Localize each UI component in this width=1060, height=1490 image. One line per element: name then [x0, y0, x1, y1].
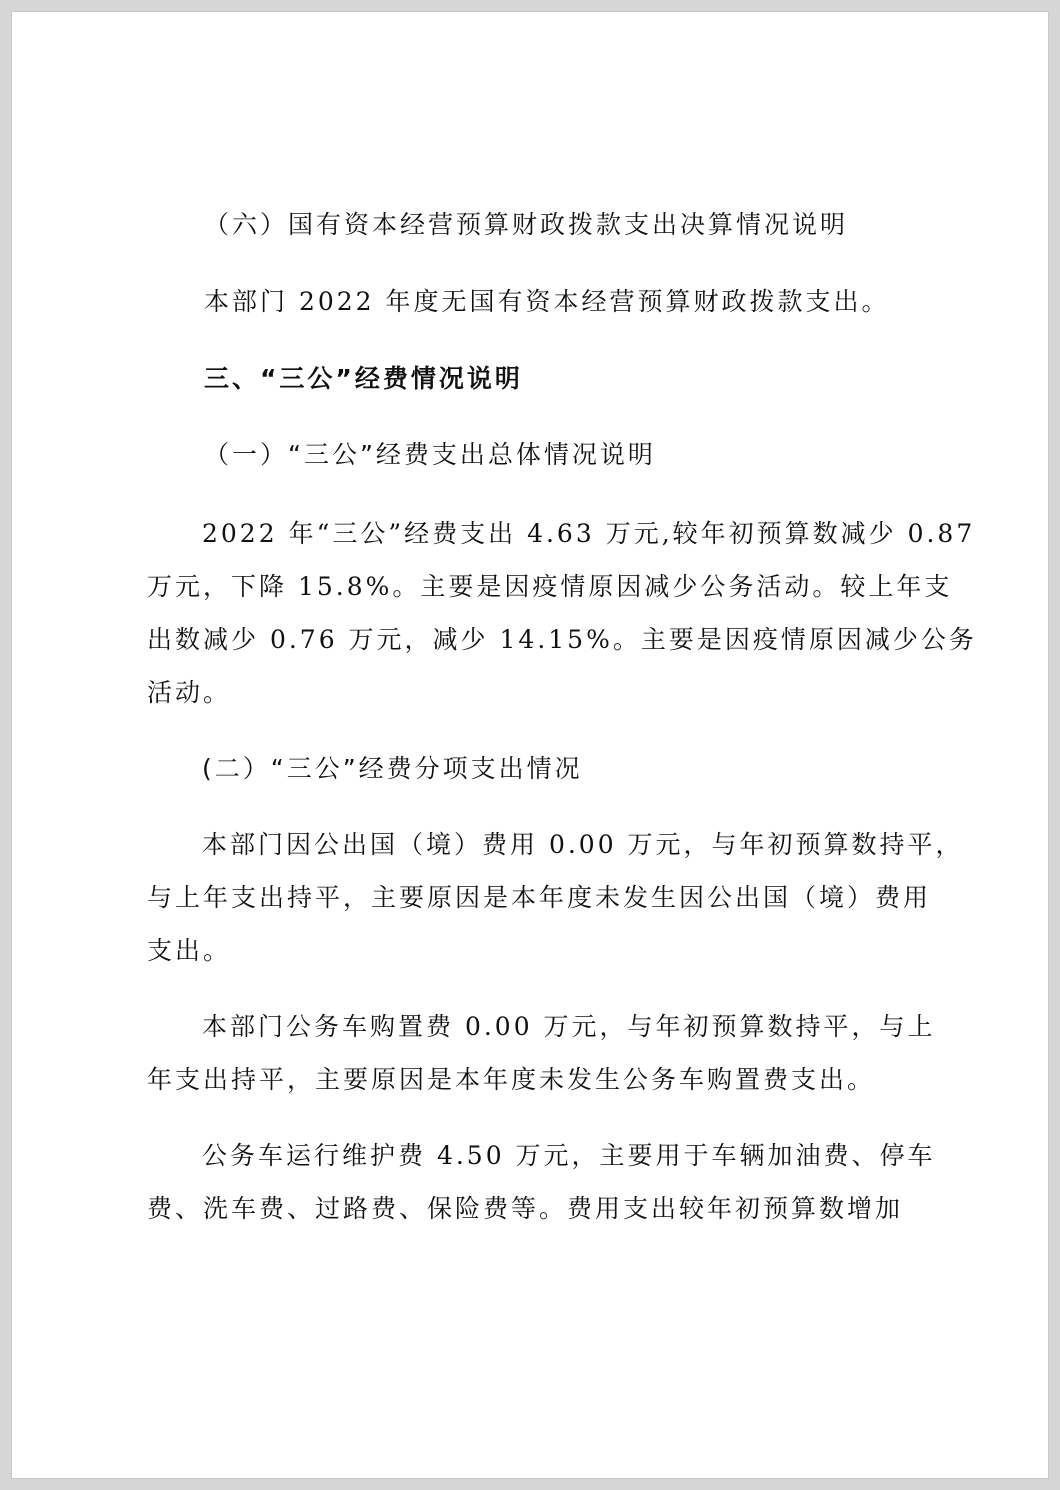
subsection-heading-2: (二）“三公”经费分项支出情况: [202, 754, 583, 783]
section-heading-3: 三、“三公”经费情况说明: [204, 364, 523, 393]
paragraph-line: 本部门因公出国（境）费用 0.00 万元，与年初预算数持平，: [202, 830, 964, 859]
subsection-heading-6: （六）国有资本经营预算财政拨款支出决算情况说明: [204, 210, 849, 239]
paragraph-line: 支出。: [147, 936, 232, 965]
paragraph-line: 费、洗车费、过路费、保险费等。费用支出较年初预算数增加: [147, 1194, 904, 1223]
subsection-heading-1: （一）“三公”经费支出总体情况说明: [204, 440, 656, 469]
paragraph-line: 万元，下降 15.8%。主要是因疫情原因减少公务活动。较上年支: [147, 572, 953, 601]
paragraph-line: 本部门公务车购置费 0.00 万元，与年初预算数持平，与上: [202, 1012, 936, 1041]
paragraph-line: 出数减少 0.76 万元，减少 14.15%。主要是因疫情原因减少公务: [147, 625, 977, 654]
document-page: [12, 12, 1048, 1478]
paragraph-line: 与上年支出持平，主要原因是本年度未发生因公出国（境）费用: [147, 883, 932, 912]
paragraph-line: 本部门 2022 年度无国有资本经营预算财政拨款支出。: [204, 287, 890, 316]
paragraph-line: 公务车运行维护费 4.50 万元，主要用于车辆加油费、停车: [202, 1141, 936, 1170]
paragraph-line: 年支出持平，主要原因是本年度未发生公务车购置费支出。: [147, 1065, 876, 1094]
paragraph-line: 2022 年“三公”经费支出 4.63 万元,较年初预算数减少 0.87: [202, 519, 976, 548]
paragraph-line: 活动。: [147, 678, 232, 707]
